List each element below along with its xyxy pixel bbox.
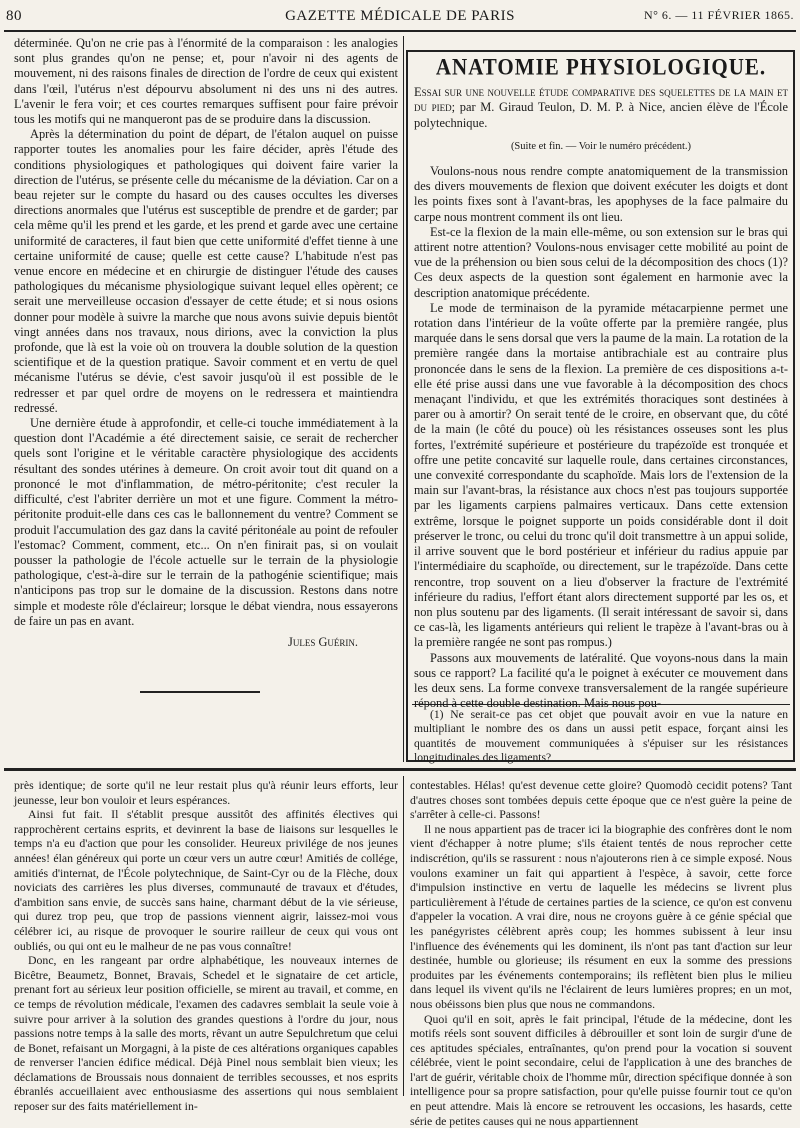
article-paragraph: déterminée. Qu'on ne crie pas à l'énormité de la comparaison : les analogies sont plus grandes qu'on ne pense; et, pour n'avoir ni des agents de mouvement, ni des raisons finales de direction de l'ordre de ceux qui existent dans l'œil, l'utérus n'est dépourvu absolument ni des uns ni des autres. L'avenir le fera voir; et ces courtes remarques suffisent pour faire prévoir tous les motifs qui ne manqueront pas de se produire dans la discussion. (14, 36, 398, 127)
right-box-border-right (793, 50, 795, 762)
journal-title: GAZETTE MÉDICALE DE PARIS (0, 8, 800, 25)
article-paragraph: Le mode de terminaison de la pyramide métacarpienne permet une rotation dans l'intérieur de la voûte offerte par la première rangée, plus marquée dans le sens dorsal que vers la paume de la main. La rotation de la première rangée dans la mortaise antibrachiale est au contraire plus prononcée dans le sens de la flexion. La première de ces dispositions a-t-elle été prise aussi dans une vue favorable à la décomposition des chocs menaçant l'individu, et que les extrémités thoraciques sont destinées à parer ou à amortir? On serait tenté de le croire, en observant que, du côté de la main (le côté du pouce) où les résistances osseuses sont les plus fortes, l'extrémité supérieure et postérieure du trapézoïde est tronquée et offre une petite concavité sur laquelle roule, dans certaines circonstances, une convexité correspondante du scaphoïde. Mais lors de l'extension de la main sur l'avant-bras, la résistance aux chocs n'est pas toujours supportée par les ligaments carpiens palmaires verticaux. Dans cette extension extrême, lorsque le poignet supporte un poids considérable dont il doit préserver le tronc, ou celui du tronc qu'il doit transmettre à un appui solide, il arrive souvent que le bord postérieur et inférieur du radius appuie par l'intermédiaire du scaphoïde, ou directement, sur le trapézoïde. Dans cette rencontre, trop souvent on a lieu d'observer la fracture de l'extrémité inférieure du radius, l'effort étant alors directement supporté par les os, et non plus soutenu par des ligaments. (Il serait intéressant de savoir si, dans ce cas-là, les ligaments antérieurs qui relient le trapèze à l'avant-bras ou à la première rangée ne sont pas rompus.) (414, 301, 788, 651)
continuation-note: (Suite et fin. — Voir le numéro précédent.) (414, 139, 788, 154)
issue-date: N° 6. — 11 FÉVRIER 1865. (644, 8, 794, 23)
feuilleton-right (410, 778, 792, 1096)
article-paragraph: Est-ce la flexion de la main elle-même, ou son extension sur le bras qui attirent notre attention? Voulons-nous envisager cette mobilité au point de vue de la préhension ou bien sous celui de la décomposition des chocs (1)? Ces deux aspects de la question sont également en harmonie avec la description anatomique précédente. (414, 225, 788, 301)
article-paragraph: Voulons-nous nous rendre compte anatomiquement de la transmission des divers mouvements de flexion que doivent exécuter les doigts et dont les points fixes sont à l'avant-bras, les apophyses de la face palmaire du carpe nous montrent comment ils ont lieu. (414, 164, 788, 225)
feuilleton-left (14, 778, 398, 1096)
left-column (14, 36, 398, 648)
header-rule (4, 30, 796, 32)
article-paragraph: Après la détermination du point de départ, de l'étalon auquel on puisse rapporter toutes les anomalies pour les faire décider, après l'étude des conditions physiologiques et pathologiques qui doivent faire varier la direction de l'utérus, se présente celle du mécanisme de la déviation. Car on a beau rejeter sur le compte du hasard ou des causes occultes les diverses directions anormales que l'utérus est susceptible de prendre et de garder; par cela même qu'il les prend et les garde, et les prend et garde avec une certaine uniformité de caracteres, il faut bien que cette uniformité d'effet tienne à une certaine uniformité de cause; quelle est cette cause? L'habitude n'est pas venue encore en médecine et en chirurgie de distinguer l'étude des causes pathologiques du mécanisme physiologique suivant lequel elles opèrent; ce serait une merveilleuse occasion d'essayer de cette étude; et si nous osions donner pour modèle à suivre la marche que nous avons suivie depuis bientôt vingt années dans nos travaux, nous dirions, avec la conviction la plus profonde, que là est la voie où on trouvera la double solution de la question scientifique et de la question pratique. Savoir comment et en vertu de quel mécanisme l'utérus se dévie, c'est savoir jusqu'où il est possible de le redresser et par quel ordre de moyens on le redressera et maintiendra redressé. (14, 127, 398, 416)
footnote (414, 708, 788, 758)
separator-rule (140, 691, 260, 693)
page-number: 80 (6, 8, 22, 25)
right-box-border-left (406, 50, 408, 762)
footnote-text: (1) Ne serait-ce pas cet objet que pouvait avoir en vue la nature en multipliant le nombre des os dans un aussi petit espace, forçant ainsi les quantités de mouvement communiquées à s'épuiser sur les résistances longitudinales des ligaments? (414, 708, 788, 766)
article-subtitle (414, 85, 788, 131)
feuilleton-rule (4, 768, 796, 771)
feuilleton-paragraph: contestables. Hélas! qu'est devenue cette gloire? Quomodò cecidit potens? Tant d'autres choses sont tombées depuis cette époque que ce n'est guère la peine de s'arrêter à celle-ci. Passons! (410, 778, 792, 822)
section-title: ANATOMIE PHYSIOLOGIQUE. (414, 59, 788, 76)
right-box-border-top (406, 50, 795, 52)
column-divider (403, 36, 404, 762)
author-signature: Jules Guérin. (14, 635, 398, 650)
page-header (0, 4, 800, 28)
feuilleton-paragraph: Donc, en les rangeant par ordre alphabétique, les nouveaux internes de Bicêtre, Beaumetz, Bonnet, Bravais, Schedel et le signataire de cet article, prenant fort au sérieux leur position officielle, se mirent au travail, et comme, en ce temps de révolution médicale, l'examen des cadavres semblait la seule voie à suivre pour arriver à la solution des grandes questions à l'ordre du jour, nous passions notre temps à la salle des morts, rêvant un autre Sepulchretum que celui de Bonet, refaisant un Morgagni, à la piste de ces altérations organiques capables de renverser l'ancien édifice médical. Déjà Pinel nous semblait bien vieux; les déclamations de Broussais nous donnaient de terribles secousses, et nos esprits ébranlés accueillaient avec enthousiasme des assertions qui nous semblaient reposer sur des faits matériellement in- (14, 953, 398, 1114)
article-paragraph: Une dernière étude à approfondir, et celle-ci touche immédiatement à la question dont l'Académie a été directement saisie, ce serait de rechercher quels sont l'origine et le véritable caractère physiologique des accidents résultant des sondes utérines à demeure. On croit avoir tout dit quand on a prononcé le mot d'inflammation, de métro-péritonite; c'est reculer la difficulté, c'est l'abriter derrière un mot et une figure. Comment la métro-péritonite produit-elle dans ces cas le ballonnement du ventre? Comment se produit l'accumulation des gaz dans la cavité péritonéale au point de refouler l'estomac? Comment, comment, etc... On n'en finirait pas, si on voulait pousser la pathologie de l'école actuelle sur le terrain de la physiologie pathologique, c'est-à-dire sur le terrain de la pathogénie scientifique; mais n'anticipons pas trop sur le domaine de la discussion. Restons dans notre simple et modeste rôle d'éclaireur; lorsque le débat viendra, nous essayerons de faire un pas en avant. (14, 416, 398, 629)
feuilleton-divider (403, 776, 404, 1096)
feuilleton-paragraph: Ainsi fut fait. Il s'établit presque aussitôt des affinités électives qui rapprochèrent certains esprits, et devinrent la base de liaisons sur lesquelles le temps n'a eu d'action que pour les consolider. Heureux privilége de nos jeunes années! élan généreux qui porte un cœur vers un autre cœur! Amitiés de collége, amitiés d'internat, de l'École polytechnique, de Saint-Cyr ou de la Flèche, doux noviciats des carrières les plus diverses, communauté de travaux et d'études, d'ambition sans envie, de succès sans haine, charmant début de la vie sérieuse, qui durez trop peu, que trop de passions viennent aigrir, laissez-moi vous célébrer ici, au risque de provoquer le sourire railleur de ceux qui vous ont oubliés, ou qui ont eu le malheur de ne pas vous connaître! (14, 807, 398, 953)
right-column (414, 56, 788, 698)
subtitle-author: par M. Giraud Teulon, D. M. P. à Nice, ancien élève de l'École polytechnique. (414, 100, 788, 129)
feuilleton-paragraph: Quoi qu'il en soit, après le fait principal, l'étude de la médecine, dont les motifs réels sont souvent difficiles à débrouiller et sont loin de surgir d'une de ces aptitudes spéciales, entraînantes, qu'on prend pour la vocation si souvent célébrée, vient le point secondaire, celui de l'application à une des branches de l'art de guérir, véritable choix de l'homme mûr, direction spécifique donnée à son intelligence pour sa propre satisfaction, pour qu'elle puisse fournir tout ce qu'on en peut attendre. Mais là encore se retrouvent les occasions, les hasards, cette série de petites causes qui ne nous appartiennent (410, 1012, 792, 1128)
feuilleton-paragraph: près identique; de sorte qu'il ne leur restait plus qu'à réunir leurs efforts, leur jeunesse, leur bon vouloir et leurs espérances. (14, 778, 398, 807)
subtitle-caps: Essai sur une nouvelle étude comparative des squelettes de la main et du pied; (414, 85, 788, 114)
feuilleton-paragraph: Il ne nous appartient pas de tracer ici la biographie des confrères dont le nom vient d'échapper à notre plume; s'ils étaient tentés de nous reprocher cette indiscrétion, qu'ils se rassurent : nous n'ajouterons rien à ce simple exposé. Nous voulons examiner un fait qui appartient à l'espèce, à savoir, cette force d'impulsion instinctive en vertu de laquelle les médecins se livrent plus particulièrement à l'étude de certaines parties de la science, ce qu'on est convenu d'appeler la vocation. A vrai dire, nous ne croyons guère à ce génie spécial que les panégyristes célèbrent après coup; les hommes subissent à leur insu l'influence des événements qui les dominent, ils n'ont pas tant d'action sur leur destinée, humble ou glorieuse; ils résument en eux la somme des pressions produites par les événements contemporains; ils reflètent bien plus le milieu dans lequel ils vivent qu'ils ne l'éclairent de leurs lumières propres; en un mot, nous obéissons bien plus que nous ne commandons. (410, 822, 792, 1012)
article-paragraph: Passons aux mouvements de latéralité. Que voyons-nous dans la main sous ce rapport? La facilité qu'a le poignet à exécuter ce mouvement dans les deux sens. La forme convexe transversalement de la rangée supérieure répond à cette double destination. Mais nous pou- (414, 651, 788, 712)
